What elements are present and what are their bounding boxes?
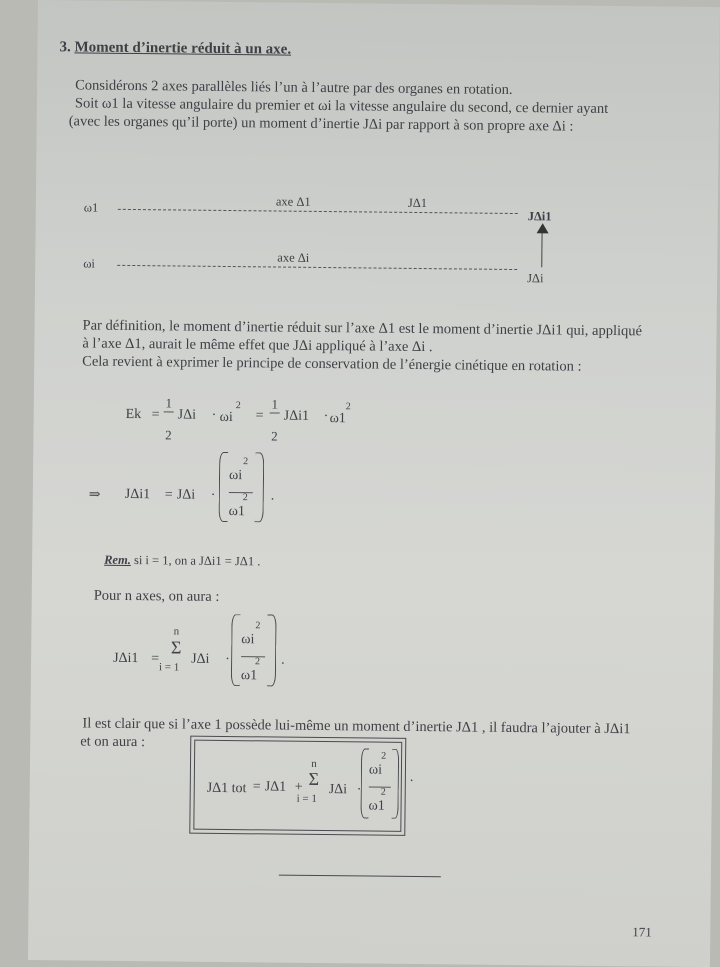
intro-line-2: Soit ω1 la vitesse angulaire du premier et ωi la vitesse angulaire du second, ce dernier ayant <box>74 95 609 117</box>
definition-line-1: Par définition, le moment d’inertie réduit sur l’axe Δ1 est le moment d’inertie JΔi1 qui, appliqué <box>82 317 643 340</box>
axis-1-label: axe Δ1 <box>275 194 311 209</box>
definition-line-2: à l’axe Δ1, aurait le même effet que JΔi appliqué à l’axe Δi . <box>82 335 433 356</box>
sum-equation: JΔi1 = n Σ i = 1 JΔi · ωi 2 2 ω1 . <box>38 0 720 7</box>
fraction-numerator: 1 <box>165 395 173 411</box>
document-page: 3. Moment d’inertie réduit à un axe. Considérons 2 axes parallèles liés l’un à l’autre par des organes en rotation. Soit ω1 la vitesse angulaire du premier et ωi la vitesse angulaire du second, ce dernier ayant (avec les organes qu’il porte) un moment d’inertie JΔi par rapport à son propre axe Δi : ω1 axe Δ1 JΔ1 JΔi1 ωi axe Δi JΔi Par définition, le moment d’inertie réduit sur l’axe Δ1 est le moment d’inertie JΔi1 qui, appliqué à l’axe Δ1, aurait le même effet que JΔi appliqué à l’axe Δi . Cela revient à exprimer le principe de conservation de l’énergie cinétique en rotation : Ek = 1 2 JΔi · ωi 2 = 1 2 JΔi1 · ω1 2 ⇒ JΔi1 = JΔi · ωi 2 2 ω1 . Rem. si i = 1, on a JΔi1 = JΔ1 . Pour n axes, on aura : JΔi1 = n Σ i = 1 JΔi · ωi 2 2 ω1 . Il est clair que si l’axe 1 possède lui-même un moment d’inertie JΔ1 , il faudra l’ajouter à JΔi1 et on aura : JΔ1 tot = JΔ1 + n Σ i = 1 JΔi · ωi 2 2 ω1 . 171 <box>28 0 720 967</box>
j-delta-1-label: JΔ1 <box>407 195 428 211</box>
arrow-up-icon <box>537 223 549 233</box>
last-line-2: et on aura : <box>80 733 146 751</box>
right-paren <box>255 452 265 522</box>
implies-symbol: ⇒ <box>88 487 101 503</box>
omega-i-label: ωi <box>83 256 96 271</box>
intro-line-3: (avec les organes qu’il porte) un moment d’inertie JΔi par rapport à son propre axe Δi : <box>68 113 574 135</box>
axis-1-line <box>118 209 518 214</box>
ek-symbol: Ek <box>125 406 142 423</box>
j-delta-i1-term: JΔi1 <box>283 408 310 424</box>
j-delta-i1-label: JΔi1 <box>527 209 552 224</box>
axis-i-label: axe Δi <box>277 250 310 265</box>
fraction-denominator: 2 <box>165 427 172 443</box>
omega-1-label: ω1 <box>83 200 99 215</box>
remark-text: si i = 1, on a JΔi1 = JΔ1 . <box>133 553 261 569</box>
section-heading <box>59 40 291 57</box>
remark-label: Rem. <box>104 552 131 568</box>
intro-line-1: Considérons 2 axes parallèles liés l’un à l’autre par des organes en rotation. <box>75 77 513 98</box>
j-delta-i-label: JΔi <box>527 271 544 286</box>
left-paren <box>219 452 229 522</box>
result-box: JΔ1 tot = JΔ1 + n Σ i = 1 JΔi · ωi 2 2 ω1 <box>189 736 406 836</box>
reduced-inertia-equation: ⇒ JΔi1 = JΔi · ωi 2 2 ω1 . <box>38 0 720 7</box>
j-delta-i-term: JΔi <box>177 407 197 423</box>
j-delta1-term: JΔ1 <box>264 779 287 795</box>
j-delta1-tot-term: JΔ1 tot <box>206 780 247 797</box>
section-title: Moment d’inertie réduit à un axe. <box>74 39 292 58</box>
page-number: 171 <box>632 924 652 940</box>
omega-i-term: ωi <box>219 409 233 426</box>
n-axes-text: Pour n axes, on aura : <box>93 587 220 605</box>
last-line-1: Il est clair que si l’axe 1 possède lui-même un moment d’inertie JΔ1 , il faudra l’ajouter à JΔi1 <box>82 715 631 738</box>
axis-i-line <box>117 265 517 270</box>
section-number: 3. <box>59 39 71 56</box>
kinetic-energy-equation: Ek = 1 2 JΔi · ωi 2 = 1 2 JΔi1 · ω1 2 <box>125 395 351 444</box>
closing-rule <box>279 875 441 878</box>
remark <box>104 553 260 570</box>
sum-symbol: Σ <box>170 637 182 658</box>
definition-line-3: Cela revient à exprimer le principe de conservation de l’énergie cinétique en rotation : <box>82 353 582 375</box>
omega-1-term: ω1 <box>329 411 346 427</box>
